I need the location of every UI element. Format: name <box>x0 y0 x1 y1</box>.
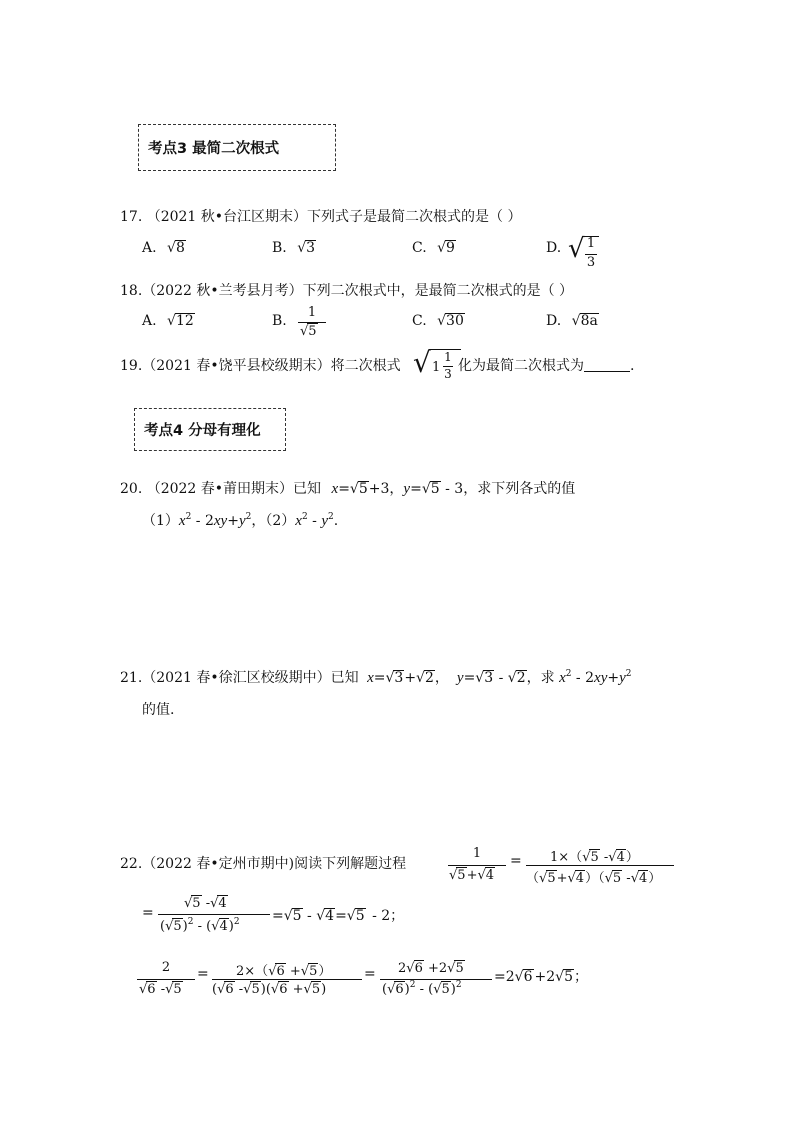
option-a-label: A. <box>142 313 157 329</box>
sqrt-expression: √8 <box>167 240 185 256</box>
q17-option-a[interactable] <box>142 240 186 256</box>
option-c-label: C. <box>412 313 427 329</box>
q22-l3-result: =2√6 +2√5； <box>494 969 588 985</box>
question-20-parts: $(1)x^2 - 2xy+y^2$，$(2)x^2 - y^2$. <box>142 512 339 529</box>
sqrt-expression: √9 <box>437 240 455 256</box>
q22-l2-result: =√5 - √4=√5 - 2； <box>272 908 405 924</box>
option-c-label: C. <box>412 240 427 256</box>
q19-whole-part: 1 <box>432 360 441 375</box>
q22-l3-frac1-num: 2 <box>161 960 171 975</box>
question-19-stem: 19.（2021 春•饶平县校级期末）将二次根式 <box>120 358 401 374</box>
question-21-stem: 21.（2021 春•徐汇区校级期中）已知 x=√3+√2， y=√3 - √2，求 $x^2 - 2xy+y^2$ <box>120 669 632 686</box>
radicand: 3 <box>306 240 316 256</box>
equals-sign: = <box>364 966 376 982</box>
q17-d-denominator: 3 <box>586 255 596 270</box>
q18-b-numerator: 1 <box>307 305 317 320</box>
section-3-title: 考点3 最简二次根式 <box>148 141 280 157</box>
q19-suffix: 化为最简二次根式为 . <box>458 358 635 374</box>
q17-option-c[interactable] <box>412 240 456 256</box>
radicand: 8a <box>580 313 598 329</box>
sqrt-expression: √8a <box>571 313 598 329</box>
radicand: 8 <box>175 240 185 256</box>
q22-l3-frac2-bar <box>212 979 362 980</box>
q22-frac1-den: √5+√4 <box>449 868 495 883</box>
q22-frac2-num: 1×（√5 -√4） <box>550 850 639 865</box>
section-4-heading <box>134 408 286 451</box>
q22-l3-frac3-den: $(√6)^2 - (√5)^2$ <box>382 980 462 997</box>
radicand: 9 <box>446 240 455 256</box>
option-d-label: D. <box>546 240 562 256</box>
q18-option-c[interactable] <box>412 313 465 329</box>
equals-sign: = <box>510 853 522 869</box>
q19-numerator: 1 <box>444 350 452 364</box>
q22-l2-den: $(√5)^2 - (√4)^2$ <box>160 917 240 934</box>
q22-l3-frac2-num: 2×（√6 +√5） <box>236 964 332 979</box>
question-17-stem: 17. （2021 秋•台江区期末）下列式子是最简二次根式的是（ ） <box>120 209 522 225</box>
sqrt-expression: √30 <box>437 313 464 329</box>
q17-d-sqrt-sign: √ <box>568 234 585 264</box>
question-18-stem: 18.（2022 秋•兰考县月考）下列二次根式中，是最简二次根式的是（ ） <box>120 283 574 299</box>
q22-frac2-den: （√5+√4）（√5 -√4） <box>526 871 662 886</box>
option-d-label: D. <box>546 313 562 329</box>
option-b-label: B. <box>272 240 287 256</box>
sqrt-expression: √3 <box>297 240 316 256</box>
section-4-title: 考点4 分母有理化 <box>144 423 261 439</box>
q18-option-b[interactable] <box>272 313 287 329</box>
q22-frac2-bar <box>526 865 674 866</box>
q18-option-a[interactable] <box>142 313 195 329</box>
question-22-stem: 22.（2022 春•定州市期中)阅读下列解题过程 <box>120 856 407 872</box>
q22-frac1-bar <box>448 865 506 866</box>
answer-blank[interactable] <box>584 357 630 372</box>
equals-sign: = <box>197 966 209 982</box>
question-21-line2: 的值. <box>142 702 175 718</box>
section-3-heading <box>138 124 336 171</box>
q17-option-b[interactable] <box>272 240 316 256</box>
q19-denominator: 3 <box>444 367 452 381</box>
q22-l3-frac3-num: 2√6 +2√5 <box>398 961 464 976</box>
q22-frac1-num: 1 <box>472 846 482 861</box>
q19-sqrt-sign: √ <box>413 346 431 379</box>
q17-d-numerator: 1 <box>586 236 596 251</box>
q22-l3-frac2-den: (√6 -√5)(√6 +√5) <box>212 982 327 997</box>
q22-l3-frac3-bar <box>380 979 492 980</box>
q22-l2-bar <box>158 914 270 915</box>
equals-sign: = <box>142 905 154 921</box>
q17-option-d[interactable] <box>546 240 561 256</box>
q22-l2-num: √5 -√4 <box>184 896 227 911</box>
question-20-stem: 20. （2022 春•莆田期末）已知 x=√5+3，y=√5 - 3，求下列各式的值 <box>120 481 576 497</box>
radicand: 30 <box>446 313 464 329</box>
q22-l3-frac1-bar <box>137 979 195 980</box>
option-b-label: B. <box>272 313 287 329</box>
q18-option-d[interactable] <box>546 313 599 329</box>
sqrt-expression: √12 <box>167 313 194 329</box>
q22-l3-frac1-den: √6 -√5 <box>139 982 182 997</box>
radicand: 12 <box>175 313 194 329</box>
q18-b-denominator: √5 <box>300 324 317 339</box>
option-a-label: A. <box>142 240 157 256</box>
